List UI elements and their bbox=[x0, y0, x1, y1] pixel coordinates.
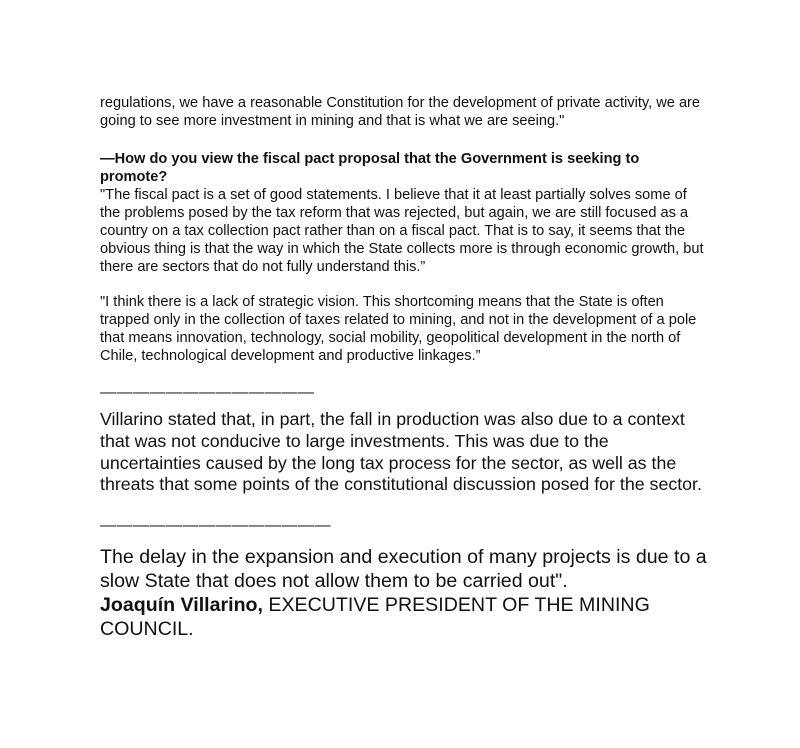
attribution-title: EXECUTIVE PRESIDENT OF THE MINING COUNCIL. bbox=[100, 594, 650, 641]
answer-paragraph-1: "The fiscal pact is a set of good statements. I believe that it at least partially solves some of the problems posed by the tax reform that was rejected, but again, we are still focused as a country on a tax collection pact rather than on a fiscal pact. That is to say, it seems that the obvious thing is that the way in which the State collects more is through economic growth, but there are sectors that do not fully understand this.” bbox=[100, 187, 704, 275]
separator-1: ————————————— bbox=[100, 384, 315, 401]
separator-2: —————————————— bbox=[100, 517, 331, 535]
intro-paragraph: regulations, we have a reasonable Constitution for the development of private activity, we are going to see more investment in mining and that is what we are seeing." bbox=[100, 95, 701, 129]
answer-paragraph-2: "I think there is a lack of strategic vision. This shortcoming means that the State is often trapped only in the collection of taxes related to mining, and not in the development of a pole that means innovation, technology, social mobility, geopolitical development in the north of Chile, technological development and productive linkages.” bbox=[100, 294, 697, 364]
pull-quote-text: The delay in the expansion and execution of many projects is due to a slow State that does not allow them to be carried out". bbox=[100, 546, 707, 593]
article-body bbox=[100, 94, 710, 641]
interview-question: —How do you view the fiscal pact proposal that the Government is seeking to promote? bbox=[100, 151, 640, 185]
pull-quote bbox=[100, 545, 710, 641]
context-paragraph: Villarino stated that, in part, the fall in production was also due to a context that was not conducive to large investments. This was due to the uncertainties caused by the long tax process for the sector, as well as the threats that some points of the constitutional discussion posed for the sector. bbox=[100, 409, 702, 495]
attribution-name: Joaquín Villarino, bbox=[100, 594, 263, 617]
